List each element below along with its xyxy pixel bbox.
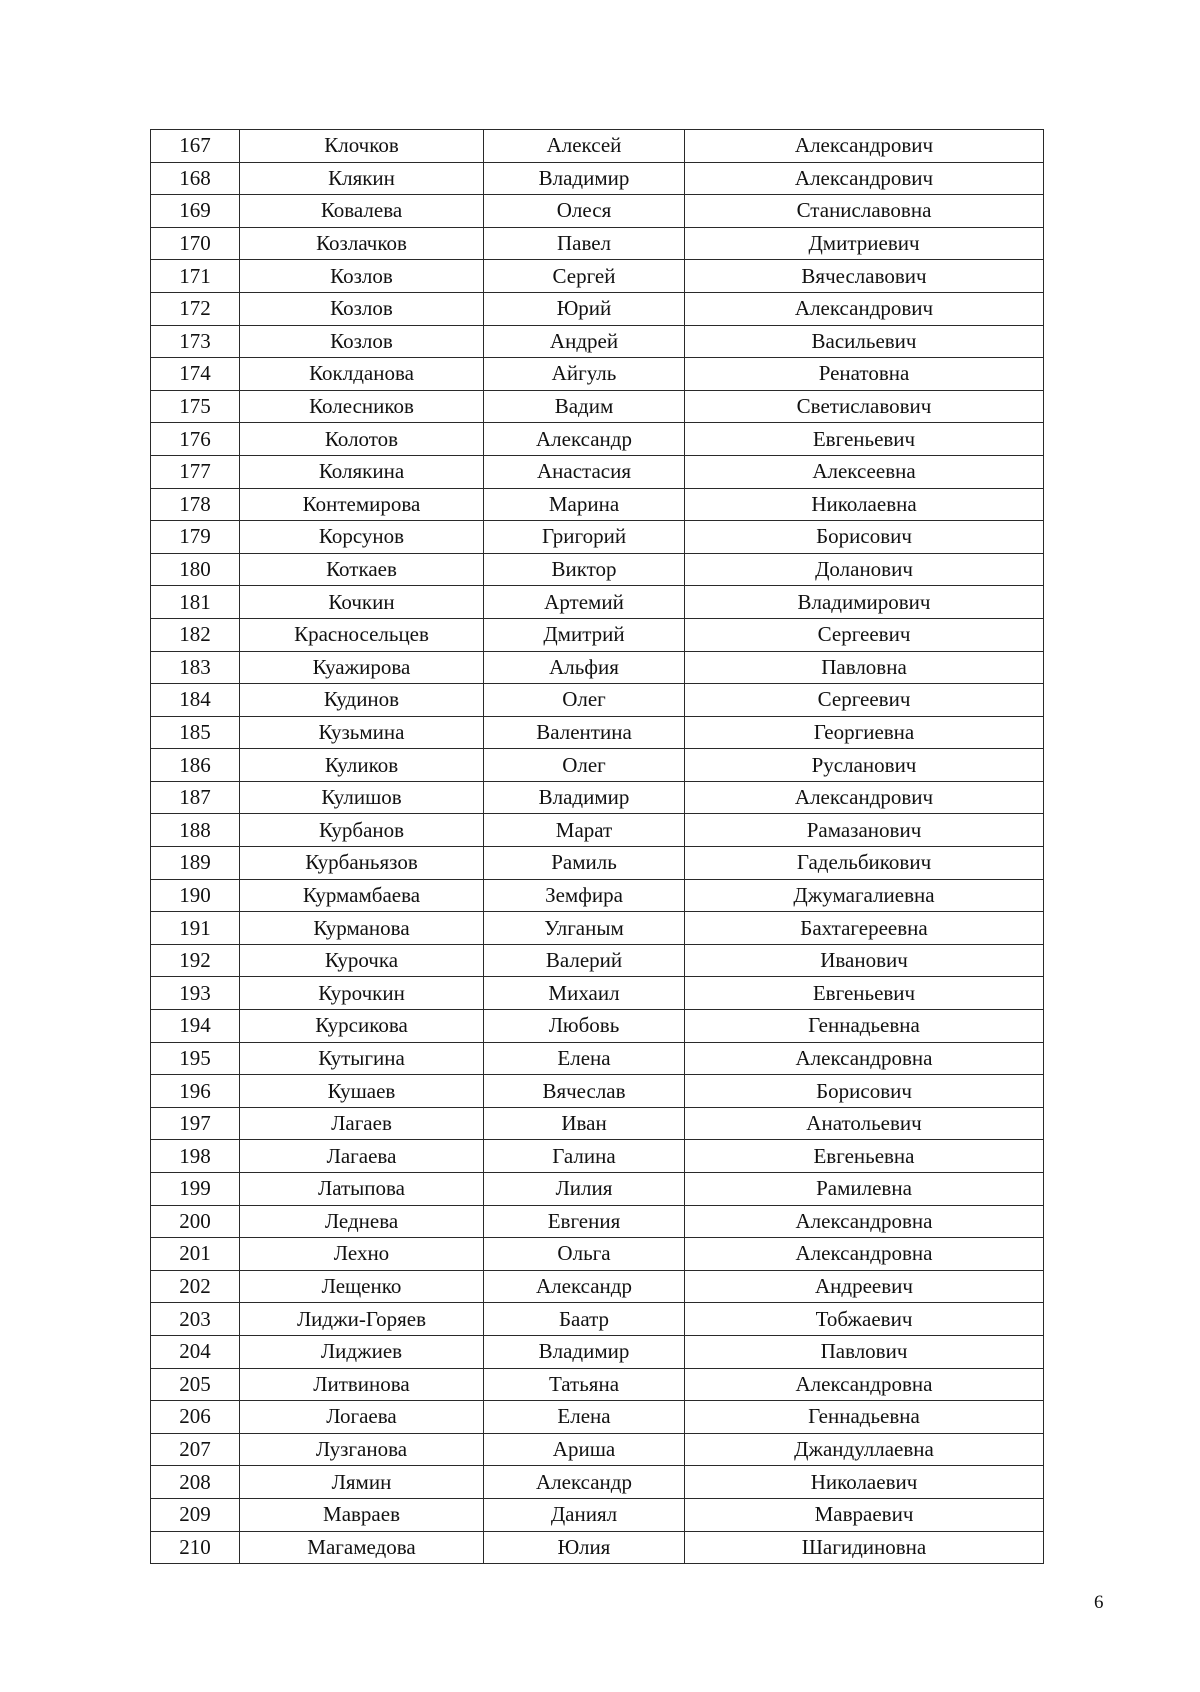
last-name-cell: Кузьмина: [240, 716, 484, 749]
table-row: [151, 781, 1044, 814]
last-name-cell: Козлов: [240, 292, 484, 325]
table-row: [151, 227, 1044, 260]
row-number-cell: 204: [151, 1335, 240, 1368]
first-name-cell: Александр: [484, 1270, 685, 1303]
last-name-cell: Лиджиев: [240, 1335, 484, 1368]
table-row: [151, 847, 1044, 880]
table-row: [151, 1238, 1044, 1271]
first-name-cell: Вячеслав: [484, 1075, 685, 1108]
patronymic-cell: Анатольевич: [685, 1107, 1044, 1140]
patronymic-cell: Бахтагереевна: [685, 912, 1044, 945]
table-row: [151, 390, 1044, 423]
patronymic-cell: Александрович: [685, 130, 1044, 163]
row-number-cell: 182: [151, 618, 240, 651]
patronymic-cell: Андреевич: [685, 1270, 1044, 1303]
last-name-cell: Корсунов: [240, 521, 484, 554]
last-name-cell: Литвинова: [240, 1368, 484, 1401]
first-name-cell: Галина: [484, 1140, 685, 1173]
patronymic-cell: Мавраевич: [685, 1498, 1044, 1531]
table-row: [151, 586, 1044, 619]
row-number-cell: 174: [151, 358, 240, 391]
first-name-cell: Евгения: [484, 1205, 685, 1238]
row-number-cell: 169: [151, 195, 240, 228]
first-name-cell: Елена: [484, 1042, 685, 1075]
row-number-cell: 173: [151, 325, 240, 358]
table-row: [151, 1335, 1044, 1368]
last-name-cell: Лехно: [240, 1238, 484, 1271]
patronymic-cell: Александровна: [685, 1205, 1044, 1238]
row-number-cell: 198: [151, 1140, 240, 1173]
first-name-cell: Олег: [484, 749, 685, 782]
first-name-cell: Олег: [484, 684, 685, 717]
patronymic-cell: Тобжаевич: [685, 1303, 1044, 1336]
first-name-cell: Сергей: [484, 260, 685, 293]
patronymic-cell: Александровна: [685, 1238, 1044, 1271]
patronymic-cell: Павлович: [685, 1335, 1044, 1368]
patronymic-cell: Павловна: [685, 651, 1044, 684]
last-name-cell: Лиджи-Горяев: [240, 1303, 484, 1336]
first-name-cell: Иван: [484, 1107, 685, 1140]
row-number-cell: 179: [151, 521, 240, 554]
patronymic-cell: Шагидиновна: [685, 1531, 1044, 1564]
last-name-cell: Курманова: [240, 912, 484, 945]
first-name-cell: Елена: [484, 1401, 685, 1434]
roster-table-body: [151, 130, 1044, 1564]
first-name-cell: Виктор: [484, 553, 685, 586]
last-name-cell: Контемирова: [240, 488, 484, 521]
last-name-cell: Латыпова: [240, 1173, 484, 1206]
row-number-cell: 208: [151, 1466, 240, 1499]
patronymic-cell: Рамилевна: [685, 1173, 1044, 1206]
first-name-cell: Валентина: [484, 716, 685, 749]
table-row: [151, 1010, 1044, 1043]
table-row: [151, 423, 1044, 456]
patronymic-cell: Евгеньевна: [685, 1140, 1044, 1173]
patronymic-cell: Вячеславович: [685, 260, 1044, 293]
last-name-cell: Курсикова: [240, 1010, 484, 1043]
last-name-cell: Кочкин: [240, 586, 484, 619]
table-row: [151, 814, 1044, 847]
row-number-cell: 180: [151, 553, 240, 586]
table-row: [151, 1205, 1044, 1238]
table-row: [151, 749, 1044, 782]
row-number-cell: 167: [151, 130, 240, 163]
last-name-cell: Магамедова: [240, 1531, 484, 1564]
row-number-cell: 171: [151, 260, 240, 293]
first-name-cell: Владимир: [484, 162, 685, 195]
patronymic-cell: Станиславовна: [685, 195, 1044, 228]
last-name-cell: Курбанов: [240, 814, 484, 847]
table-row: [151, 651, 1044, 684]
row-number-cell: 168: [151, 162, 240, 195]
table-row: [151, 260, 1044, 293]
patronymic-cell: Геннадьевна: [685, 1401, 1044, 1434]
last-name-cell: Колякина: [240, 455, 484, 488]
patronymic-cell: Доланович: [685, 553, 1044, 586]
table-row: [151, 195, 1044, 228]
row-number-cell: 199: [151, 1173, 240, 1206]
first-name-cell: Земфира: [484, 879, 685, 912]
row-number-cell: 177: [151, 455, 240, 488]
row-number-cell: 189: [151, 847, 240, 880]
table-row: [151, 325, 1044, 358]
last-name-cell: Лагаева: [240, 1140, 484, 1173]
patronymic-cell: Рамазанович: [685, 814, 1044, 847]
table-row: [151, 488, 1044, 521]
last-name-cell: Лагаев: [240, 1107, 484, 1140]
first-name-cell: Анастасия: [484, 455, 685, 488]
last-name-cell: Лещенко: [240, 1270, 484, 1303]
table-row: [151, 1531, 1044, 1564]
row-number-cell: 193: [151, 977, 240, 1010]
patronymic-cell: Александровна: [685, 1042, 1044, 1075]
table-row: [151, 912, 1044, 945]
first-name-cell: Марат: [484, 814, 685, 847]
row-number-cell: 197: [151, 1107, 240, 1140]
last-name-cell: Колесников: [240, 390, 484, 423]
table-row: [151, 879, 1044, 912]
row-number-cell: 192: [151, 944, 240, 977]
last-name-cell: Клякин: [240, 162, 484, 195]
last-name-cell: Козлов: [240, 260, 484, 293]
table-row: [151, 1107, 1044, 1140]
table-row: [151, 1433, 1044, 1466]
row-number-cell: 194: [151, 1010, 240, 1043]
first-name-cell: Александр: [484, 423, 685, 456]
table-row: [151, 521, 1044, 554]
patronymic-cell: Борисович: [685, 521, 1044, 554]
table-row: [151, 1498, 1044, 1531]
last-name-cell: Клочков: [240, 130, 484, 163]
patronymic-cell: Александрович: [685, 781, 1044, 814]
first-name-cell: Марина: [484, 488, 685, 521]
last-name-cell: Кудинов: [240, 684, 484, 717]
last-name-cell: Коткаев: [240, 553, 484, 586]
row-number-cell: 184: [151, 684, 240, 717]
table-row: [151, 1368, 1044, 1401]
row-number-cell: 172: [151, 292, 240, 325]
page-number: 6: [1094, 1592, 1104, 1613]
first-name-cell: Артемий: [484, 586, 685, 619]
table-row: [151, 1140, 1044, 1173]
row-number-cell: 202: [151, 1270, 240, 1303]
first-name-cell: Валерий: [484, 944, 685, 977]
patronymic-cell: Ренатовна: [685, 358, 1044, 391]
patronymic-cell: Светиславович: [685, 390, 1044, 423]
row-number-cell: 175: [151, 390, 240, 423]
first-name-cell: Лилия: [484, 1173, 685, 1206]
first-name-cell: Михаил: [484, 977, 685, 1010]
patronymic-cell: Владимирович: [685, 586, 1044, 619]
first-name-cell: Владимир: [484, 1335, 685, 1368]
patronymic-cell: Дмитриевич: [685, 227, 1044, 260]
patronymic-cell: Гадельбикович: [685, 847, 1044, 880]
table-row: [151, 618, 1044, 651]
first-name-cell: Юлия: [484, 1531, 685, 1564]
table-row: [151, 130, 1044, 163]
patronymic-cell: Евгеньевич: [685, 423, 1044, 456]
first-name-cell: Любовь: [484, 1010, 685, 1043]
row-number-cell: 178: [151, 488, 240, 521]
last-name-cell: Ковалева: [240, 195, 484, 228]
first-name-cell: Рамиль: [484, 847, 685, 880]
patronymic-cell: Геннадьевна: [685, 1010, 1044, 1043]
first-name-cell: Ариша: [484, 1433, 685, 1466]
last-name-cell: Курочкин: [240, 977, 484, 1010]
first-name-cell: Александр: [484, 1466, 685, 1499]
first-name-cell: Ольга: [484, 1238, 685, 1271]
first-name-cell: Улганым: [484, 912, 685, 945]
patronymic-cell: Александровна: [685, 1368, 1044, 1401]
patronymic-cell: Иванович: [685, 944, 1044, 977]
last-name-cell: Колотов: [240, 423, 484, 456]
first-name-cell: Баатр: [484, 1303, 685, 1336]
last-name-cell: Леднева: [240, 1205, 484, 1238]
table-row: [151, 716, 1044, 749]
table-row: [151, 977, 1044, 1010]
patronymic-cell: Борисович: [685, 1075, 1044, 1108]
patronymic-cell: Русланович: [685, 749, 1044, 782]
last-name-cell: Кулишов: [240, 781, 484, 814]
table-row: [151, 553, 1044, 586]
first-name-cell: Татьяна: [484, 1368, 685, 1401]
row-number-cell: 185: [151, 716, 240, 749]
patronymic-cell: Джумагалиевна: [685, 879, 1044, 912]
row-number-cell: 190: [151, 879, 240, 912]
patronymic-cell: Георгиевна: [685, 716, 1044, 749]
table-row: [151, 1401, 1044, 1434]
first-name-cell: Айгуль: [484, 358, 685, 391]
first-name-cell: Юрий: [484, 292, 685, 325]
patronymic-cell: Александрович: [685, 292, 1044, 325]
last-name-cell: Куликов: [240, 749, 484, 782]
row-number-cell: 186: [151, 749, 240, 782]
patronymic-cell: Алексеевна: [685, 455, 1044, 488]
table-row: [151, 1075, 1044, 1108]
first-name-cell: Даниял: [484, 1498, 685, 1531]
row-number-cell: 200: [151, 1205, 240, 1238]
last-name-cell: Курочка: [240, 944, 484, 977]
row-number-cell: 188: [151, 814, 240, 847]
patronymic-cell: Джандуллаевна: [685, 1433, 1044, 1466]
table-row: [151, 455, 1044, 488]
row-number-cell: 210: [151, 1531, 240, 1564]
last-name-cell: Козлов: [240, 325, 484, 358]
last-name-cell: Куажирова: [240, 651, 484, 684]
table-row: [151, 358, 1044, 391]
first-name-cell: Владимир: [484, 781, 685, 814]
last-name-cell: Курбаньязов: [240, 847, 484, 880]
last-name-cell: Мавраев: [240, 1498, 484, 1531]
row-number-cell: 176: [151, 423, 240, 456]
last-name-cell: Красносельцев: [240, 618, 484, 651]
row-number-cell: 207: [151, 1433, 240, 1466]
table-row: [151, 1042, 1044, 1075]
row-number-cell: 205: [151, 1368, 240, 1401]
row-number-cell: 195: [151, 1042, 240, 1075]
last-name-cell: Логаева: [240, 1401, 484, 1434]
row-number-cell: 196: [151, 1075, 240, 1108]
last-name-cell: Лузганова: [240, 1433, 484, 1466]
table-row: [151, 944, 1044, 977]
patronymic-cell: Александрович: [685, 162, 1044, 195]
last-name-cell: Кушаев: [240, 1075, 484, 1108]
table-row: [151, 1173, 1044, 1206]
patronymic-cell: Васильевич: [685, 325, 1044, 358]
table-row: [151, 1303, 1044, 1336]
patronymic-cell: Евгеньевич: [685, 977, 1044, 1010]
table-row: [151, 292, 1044, 325]
row-number-cell: 187: [151, 781, 240, 814]
table-row: [151, 1270, 1044, 1303]
table-row: [151, 162, 1044, 195]
first-name-cell: Альфия: [484, 651, 685, 684]
roster-table: [150, 129, 1044, 1564]
last-name-cell: Лямин: [240, 1466, 484, 1499]
last-name-cell: Курмамбаева: [240, 879, 484, 912]
first-name-cell: Дмитрий: [484, 618, 685, 651]
first-name-cell: Алексей: [484, 130, 685, 163]
first-name-cell: Андрей: [484, 325, 685, 358]
first-name-cell: Вадим: [484, 390, 685, 423]
row-number-cell: 203: [151, 1303, 240, 1336]
row-number-cell: 209: [151, 1498, 240, 1531]
table-row: [151, 684, 1044, 717]
row-number-cell: 181: [151, 586, 240, 619]
patronymic-cell: Николаевич: [685, 1466, 1044, 1499]
row-number-cell: 206: [151, 1401, 240, 1434]
patronymic-cell: Сергеевич: [685, 618, 1044, 651]
first-name-cell: Павел: [484, 227, 685, 260]
patronymic-cell: Николаевна: [685, 488, 1044, 521]
row-number-cell: 183: [151, 651, 240, 684]
first-name-cell: Григорий: [484, 521, 685, 554]
table-row: [151, 1466, 1044, 1499]
last-name-cell: Кутыгина: [240, 1042, 484, 1075]
row-number-cell: 170: [151, 227, 240, 260]
row-number-cell: 191: [151, 912, 240, 945]
last-name-cell: Коклданова: [240, 358, 484, 391]
row-number-cell: 201: [151, 1238, 240, 1271]
last-name-cell: Козлачков: [240, 227, 484, 260]
patronymic-cell: Сергеевич: [685, 684, 1044, 717]
first-name-cell: Олеся: [484, 195, 685, 228]
